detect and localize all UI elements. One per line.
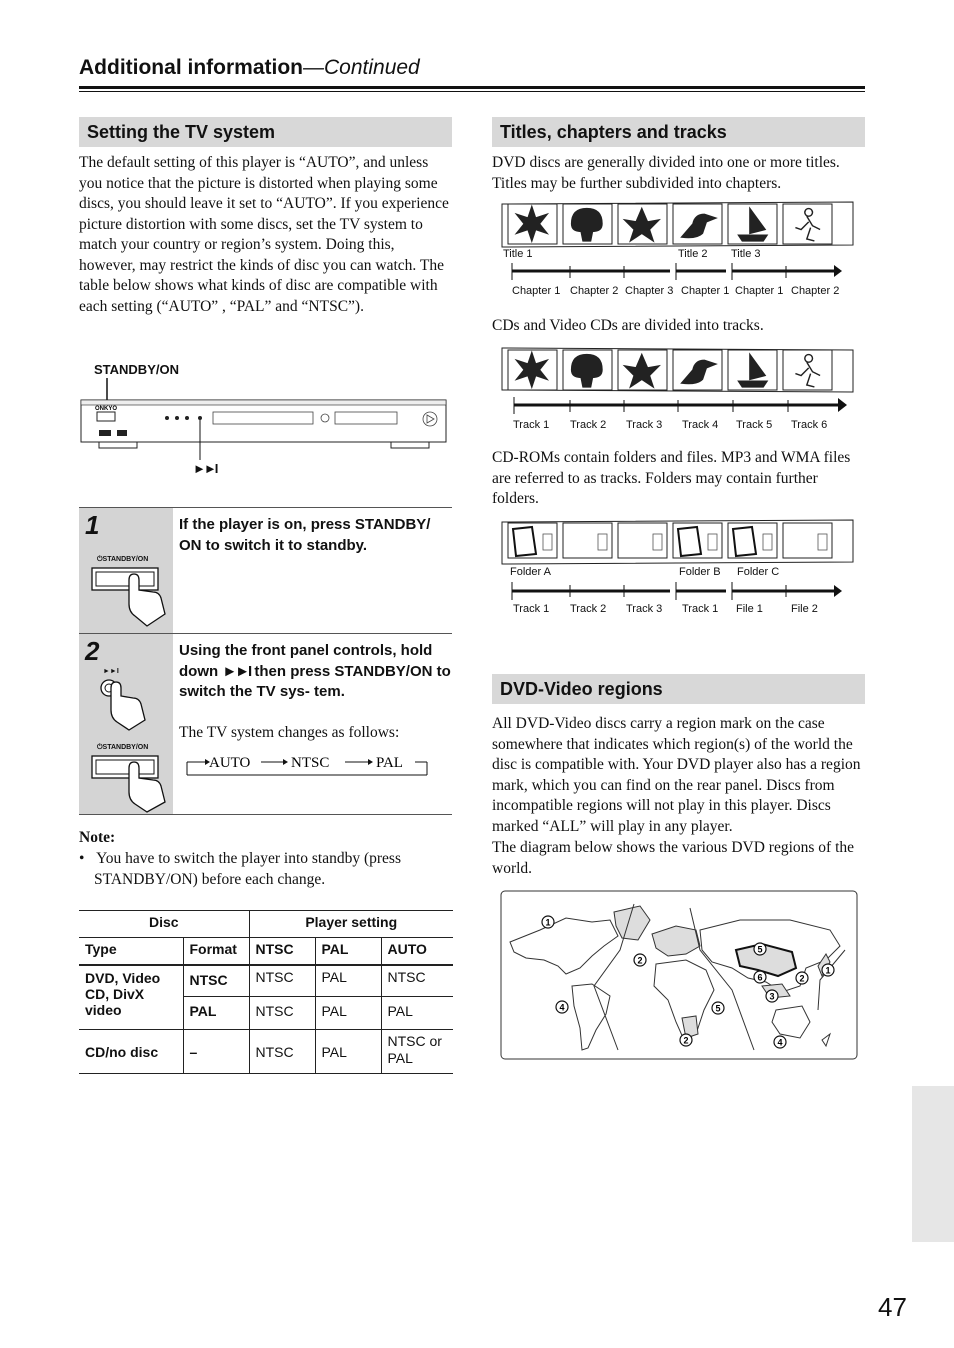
tv-cycle-diagram: [185, 748, 431, 778]
dvd-chapter: Chapter 2: [791, 285, 840, 297]
step-1: [79, 507, 452, 633]
cd-timeline: [500, 394, 856, 418]
rom-folder-b: Folder B: [679, 566, 721, 578]
cd-description: CDs and Video CDs are divided into tracks.: [492, 317, 764, 334]
dvd-player-illustration: [79, 378, 451, 478]
dvd-timeline: [500, 260, 856, 286]
step-2: [79, 633, 452, 815]
rom-folder-a: Folder A: [510, 566, 551, 578]
header-rule: [79, 86, 865, 89]
folder-icon: [508, 523, 557, 558]
svg-text:4: 4: [777, 1037, 783, 1048]
titles-heading: Titles, chapters and tracks: [492, 117, 865, 147]
cd-track: Track 2: [570, 419, 607, 431]
cd-track: Track 6: [791, 419, 828, 431]
cdrom-file-strip: [500, 518, 856, 566]
header-title: Additional information: [79, 56, 303, 79]
standby-label: STANDBY/ON: [94, 362, 179, 377]
rom-folder-c: Folder C: [737, 566, 780, 578]
press-standby-icon-2: [89, 752, 173, 814]
note-text: You have to switch the player into standby (press STANDBY/ON) before each change.: [94, 850, 401, 888]
table-group-player: Player setting: [249, 911, 453, 938]
dvd-chapter: Chapter 1: [681, 285, 730, 297]
table-cell: PAL: [315, 1030, 381, 1074]
region-marker-1: [822, 964, 834, 976]
regions-text: All DVD-Video discs carry a region mark on the case somewhere that indicates which region(s) of the world the disc is compatible with. Your DVD player also has a region mark, which you can find on the rear panel. Discs from incompatible regions will not play in this player. Discs marked “ALL” will play in any player.: [492, 715, 861, 835]
table-cell: NTSC: [249, 965, 315, 997]
cdrom-timeline: [500, 578, 856, 604]
table-row-type: DVD, Video CD, DivX video: [79, 965, 183, 1030]
dvd-title-2: Title 2: [678, 248, 708, 260]
rom-item: File 1: [736, 603, 763, 615]
col-pal: PAL: [315, 938, 381, 965]
dvd-title-3: Title 3: [731, 248, 761, 260]
regions-text-2: The diagram below shows the various DVD regions of the world.: [492, 839, 855, 877]
toucan-icon: [673, 350, 722, 390]
col-auto: AUTO: [381, 938, 453, 965]
cd-track: Track 5: [736, 419, 773, 431]
svg-text:2: 2: [799, 973, 805, 984]
table-cell: PAL: [381, 997, 453, 1030]
file-icon: [563, 523, 612, 558]
tv-system-intro: The default setting of this player is “AUTO”, and unless you notice that the picture is distorted when playing some discs, you should leave it set to “AUTO”. If you experience picture distortion with some discs, set the TV system to match your country or region’s system. Doing this, however, may restrict the kinds of disc you can watch. The table below shows what kinds of disc are compatible with each setting (“AUTO” , “PAL” and “NTSC”).: [79, 154, 449, 315]
table-cell: NTSC: [249, 1030, 315, 1074]
page-number: 47: [878, 1292, 907, 1322]
step-2-number: 2: [85, 636, 100, 666]
dvd-chapter: Chapter 1: [735, 285, 784, 297]
step-2-sub: The TV system changes as follows:: [179, 724, 400, 741]
rom-item: Track 1: [513, 603, 550, 615]
header-continued: —Continued: [302, 56, 420, 79]
tree-icon: [563, 350, 612, 390]
table-group-disc: Disc: [79, 911, 249, 938]
skip-forward-icon: ►►I: [222, 662, 251, 680]
svg-text:5: 5: [715, 1003, 721, 1014]
player-brand: ONKYO: [95, 406, 118, 412]
table-cell: PAL: [315, 965, 381, 997]
region-marker-2: [796, 972, 808, 984]
dvd-chapter: Chapter 2: [570, 285, 619, 297]
folder-icon: [673, 523, 722, 558]
svg-text:2: 2: [683, 1035, 689, 1046]
region-marker-4: [556, 1001, 568, 1013]
step-1-text: If the player is on, press STANDBY/ ON to switch it to standby.: [179, 516, 431, 554]
cycle-auto: AUTO: [209, 755, 251, 771]
region-marker-6: [754, 971, 766, 983]
step-2-text: [179, 641, 451, 703]
dvd-image-strip: [500, 200, 856, 250]
table-cell: NTSC: [183, 965, 249, 997]
rom-item: Track 1: [682, 603, 719, 615]
sailboat-icon: [728, 350, 777, 390]
table-cell: PAL: [183, 997, 249, 1030]
disc-compatibility-table: [79, 910, 453, 1074]
step-2-text-b: then press STANDBY/ON to switch the TV sys- tem.: [179, 662, 451, 700]
skater-icon: [783, 350, 832, 390]
dvd-description: DVD discs are generally divided into one or more titles. Titles may be further subdivided into chapters.: [492, 154, 840, 192]
region-marker-2: [680, 1034, 692, 1046]
leaf-icon: [508, 350, 557, 390]
col-format: Format: [183, 938, 249, 965]
cd-image-strip: [500, 346, 856, 394]
skater-icon: [783, 204, 832, 244]
lily-icon: [618, 350, 667, 390]
sailboat-icon: [728, 204, 777, 244]
note-item: • You have to switch the player into standby (press STANDBY/ON) before each change.: [79, 850, 401, 888]
region-marker-5: [754, 943, 766, 955]
press-standby-icon: [89, 564, 173, 632]
page-header: [79, 56, 420, 80]
svg-text:5: 5: [757, 944, 763, 955]
dvd-chapter: Chapter 3: [625, 285, 674, 297]
table-cell: NTSC: [249, 997, 315, 1030]
cycle-pal: PAL: [376, 755, 403, 771]
svg-text:3: 3: [769, 991, 775, 1002]
table-cell: –: [183, 1030, 249, 1074]
rom-item: File 2: [791, 603, 818, 615]
rom-item: Track 3: [626, 603, 663, 615]
folder-icon: [728, 523, 777, 558]
lily-icon: [618, 204, 667, 244]
regions-heading: DVD-Video regions: [492, 674, 865, 704]
table-cell: CD/no disc: [79, 1030, 183, 1074]
cycle-ntsc: NTSC: [291, 755, 330, 771]
tv-system-heading: Setting the TV system: [79, 117, 452, 147]
svg-text:2: 2: [637, 955, 643, 966]
col-type: Type: [79, 938, 183, 965]
svg-text:6: 6: [757, 972, 763, 983]
step-2-button-label: ⏻STANDBY/ON: [97, 744, 149, 751]
file-icon: [618, 523, 667, 558]
cd-track: Track 3: [626, 419, 663, 431]
table-cell: NTSC or PAL: [381, 1030, 453, 1074]
step-1-number: 1: [85, 510, 100, 540]
dvd-chapter: Chapter 1: [512, 285, 561, 297]
svg-text:1: 1: [825, 965, 831, 976]
cd-track: Track 1: [513, 419, 550, 431]
region-marker-4: [774, 1036, 786, 1048]
step-2-text-a: Using the front panel controls, hold down: [179, 642, 433, 680]
note-title: Note:: [79, 829, 116, 846]
cdrom-description: CD-ROMs contain folders and files. MP3 and WMA files are referred to as tracks. Folders may contain further folders.: [492, 449, 851, 507]
dvd-title-1: Title 1: [503, 248, 533, 260]
world-region-map: [500, 890, 858, 1061]
region-marker-2: [634, 954, 646, 966]
cd-track: Track 4: [682, 419, 719, 431]
header-rule-thin: [79, 91, 865, 92]
file-icon: [783, 523, 832, 558]
skip-button-label: ►►I: [193, 461, 217, 476]
toucan-icon: [673, 204, 722, 244]
col-ntsc: NTSC: [249, 938, 315, 965]
svg-text:1: 1: [545, 917, 551, 928]
leaf-icon: [508, 204, 557, 244]
side-tab: [912, 1086, 954, 1242]
region-marker-1: [542, 916, 554, 928]
region-marker-5: [712, 1002, 724, 1014]
table-cell: PAL: [315, 997, 381, 1030]
svg-text:4: 4: [559, 1002, 565, 1013]
tree-icon: [563, 204, 612, 244]
step-1-button-label: ⏻STANDBY/ON: [97, 556, 149, 563]
step-2-skip-label: ►►I: [103, 668, 119, 675]
press-skip-icon: [93, 676, 163, 732]
rom-item: Track 2: [570, 603, 607, 615]
table-cell: NTSC: [381, 965, 453, 997]
region-marker-3: [766, 990, 778, 1002]
